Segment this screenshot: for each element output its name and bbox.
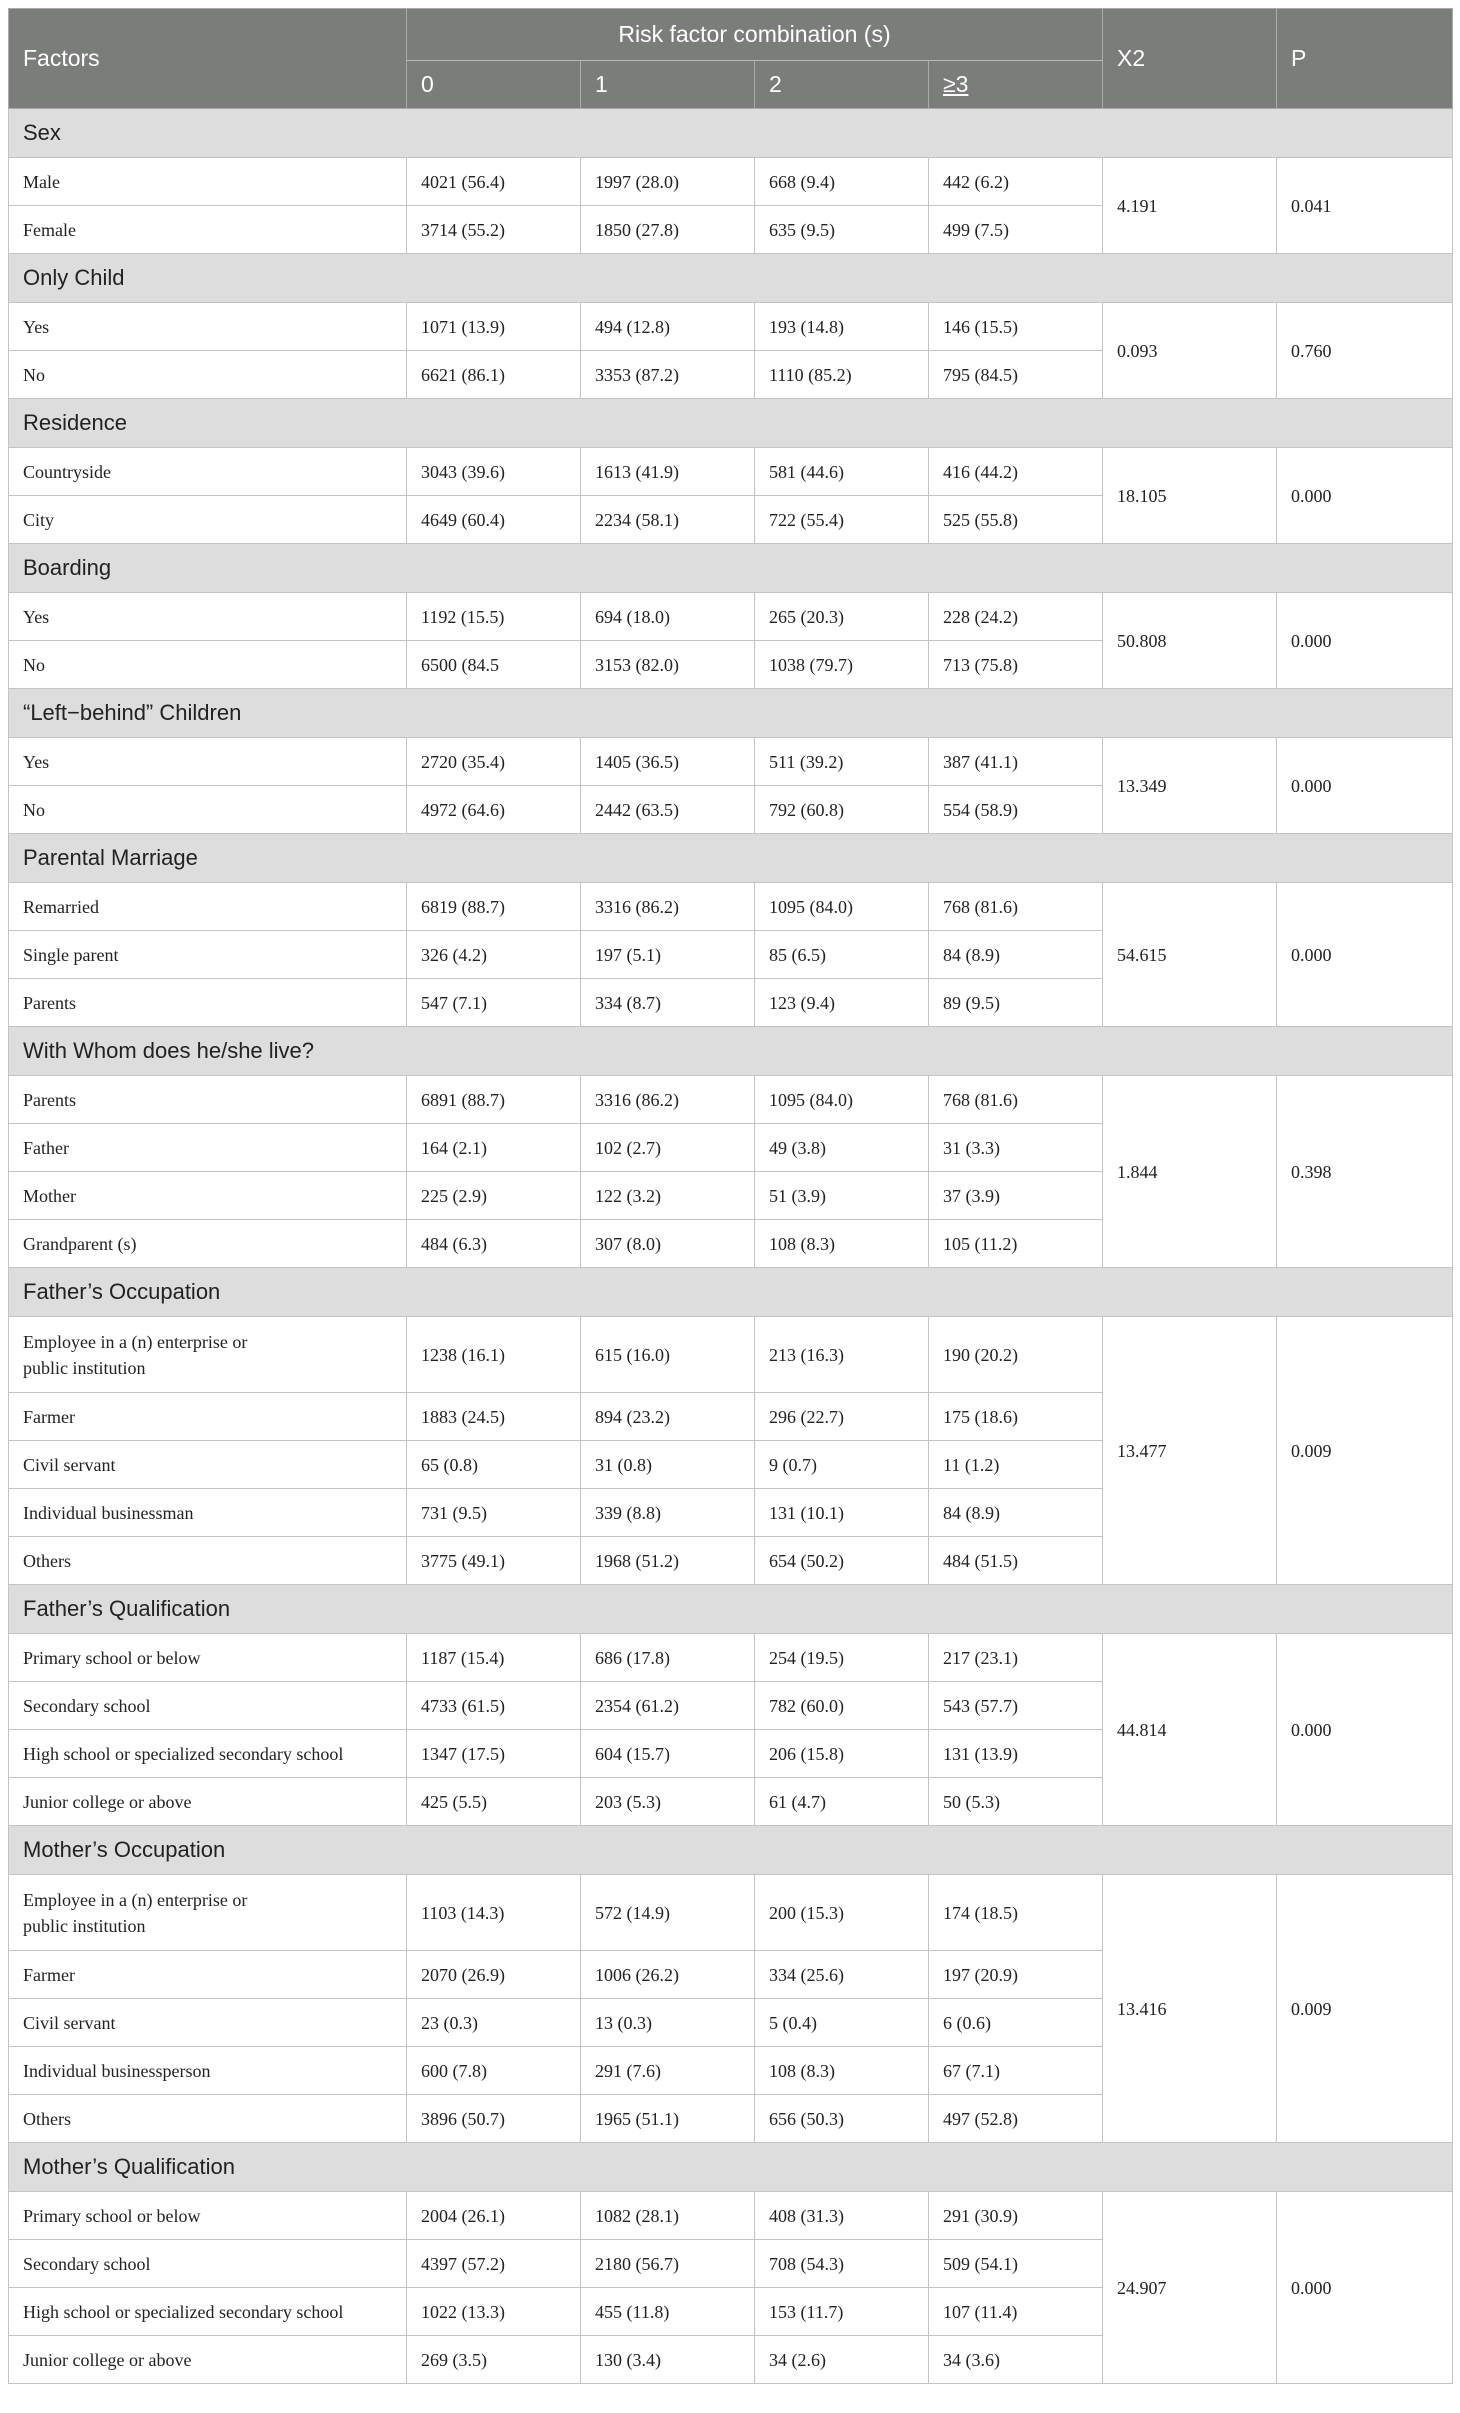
row-label-text: Yes [23, 606, 50, 627]
value-cell-3: 228 (24.2) [929, 593, 1103, 641]
section-title: Father’s Occupation [9, 1268, 1453, 1317]
row-label [9, 2240, 407, 2288]
value-cell-3: 175 (18.6) [929, 1393, 1103, 1441]
value-cell-1: 122 (3.2) [581, 1172, 755, 1220]
row-label-text: Secondary school [23, 2253, 151, 2274]
value-cell-2: 265 (20.3) [755, 593, 929, 641]
value-cell-0: 3043 (39.6) [407, 448, 581, 496]
row-label [9, 303, 407, 351]
value-cell-3: 31 (3.3) [929, 1124, 1103, 1172]
value-cell-1: 31 (0.8) [581, 1441, 755, 1489]
row-label [9, 158, 407, 206]
value-cell-3: 768 (81.6) [929, 883, 1103, 931]
value-cell-3: 89 (9.5) [929, 979, 1103, 1027]
row-label-text: Civil servant [23, 1454, 116, 1475]
x2-value: 44.814 [1103, 1634, 1277, 1826]
value-cell-0: 6819 (88.7) [407, 883, 581, 931]
value-cell-0: 1347 (17.5) [407, 1730, 581, 1778]
value-cell-1: 13 (0.3) [581, 1999, 755, 2047]
value-cell-1: 3153 (82.0) [581, 641, 755, 689]
p-value: 0.000 [1277, 593, 1453, 689]
header-col-0: 0 [407, 61, 581, 109]
table-row [9, 738, 1453, 786]
table-row [9, 158, 1453, 206]
x2-value: 18.105 [1103, 448, 1277, 544]
value-cell-2: 200 (15.3) [755, 1875, 929, 1951]
row-label [9, 1999, 407, 2047]
row-label-text: Farmer [23, 1406, 75, 1427]
value-cell-0: 6500 (84.5 [407, 641, 581, 689]
section-title: Sex [9, 109, 1453, 158]
value-cell-2: 254 (19.5) [755, 1634, 929, 1682]
value-cell-1: 102 (2.7) [581, 1124, 755, 1172]
header-col-3plus: ≥3 [929, 61, 1103, 109]
value-cell-2: 782 (60.0) [755, 1682, 929, 1730]
p-value: 0.398 [1277, 1076, 1453, 1268]
value-cell-2: 1095 (84.0) [755, 883, 929, 931]
row-label [9, 883, 407, 931]
row-label-text: Single parent [23, 944, 119, 965]
value-cell-3: 131 (13.9) [929, 1730, 1103, 1778]
value-cell-0: 164 (2.1) [407, 1124, 581, 1172]
table-body [9, 109, 1453, 2384]
value-cell-2: 722 (55.4) [755, 496, 929, 544]
value-cell-2: 9 (0.7) [755, 1441, 929, 1489]
value-cell-1: 2354 (61.2) [581, 1682, 755, 1730]
row-label [9, 979, 407, 1027]
section-title: Father’s Qualification [9, 1585, 1453, 1634]
row-label-text-line2: public institution [23, 1357, 146, 1378]
value-cell-2: 408 (31.3) [755, 2192, 929, 2240]
row-label-text: Yes [23, 751, 50, 772]
value-cell-2: 61 (4.7) [755, 1778, 929, 1826]
row-label [9, 738, 407, 786]
value-cell-3: 543 (57.7) [929, 1682, 1103, 1730]
value-cell-1: 3316 (86.2) [581, 1076, 755, 1124]
p-value: 0.000 [1277, 448, 1453, 544]
row-label [9, 1730, 407, 1778]
section-row [9, 109, 1453, 158]
x2-value: 13.477 [1103, 1317, 1277, 1585]
p-value: 0.000 [1277, 2192, 1453, 2384]
row-label [9, 1076, 407, 1124]
row-label-text: Employee in a (n) enterprise or [23, 1889, 248, 1910]
row-label [9, 1682, 407, 1730]
value-cell-1: 2442 (63.5) [581, 786, 755, 834]
value-cell-2: 34 (2.6) [755, 2336, 929, 2384]
p-value: 0.041 [1277, 158, 1453, 254]
section-row [9, 689, 1453, 738]
table-row [9, 2192, 1453, 2240]
row-label-text: Individual businessperson [23, 2060, 211, 2081]
value-cell-0: 23 (0.3) [407, 1999, 581, 2047]
value-cell-2: 213 (16.3) [755, 1317, 929, 1393]
value-cell-3: 197 (20.9) [929, 1951, 1103, 1999]
value-cell-1: 615 (16.0) [581, 1317, 755, 1393]
row-label-text: Employee in a (n) enterprise or [23, 1331, 248, 1352]
value-cell-0: 4972 (64.6) [407, 786, 581, 834]
value-cell-3: 554 (58.9) [929, 786, 1103, 834]
value-cell-0: 3896 (50.7) [407, 2095, 581, 2143]
row-label-text: High school or specialized secondary school [23, 1743, 344, 1764]
value-cell-0: 1022 (13.3) [407, 2288, 581, 2336]
value-cell-3: 37 (3.9) [929, 1172, 1103, 1220]
value-cell-2: 654 (50.2) [755, 1537, 929, 1585]
row-label-text: Individual businessman [23, 1502, 194, 1523]
value-cell-0: 6891 (88.7) [407, 1076, 581, 1124]
header-col-1: 1 [581, 61, 755, 109]
x2-value: 0.093 [1103, 303, 1277, 399]
row-label-text: Primary school or below [23, 2205, 201, 2226]
header-factors: Factors [9, 9, 407, 109]
row-label [9, 1220, 407, 1268]
row-label [9, 351, 407, 399]
section-title: Parental Marriage [9, 834, 1453, 883]
value-cell-1: 130 (3.4) [581, 2336, 755, 2384]
header-x2: X2 [1103, 9, 1277, 109]
value-cell-1: 604 (15.7) [581, 1730, 755, 1778]
section-row [9, 1826, 1453, 1875]
p-value: 0.760 [1277, 303, 1453, 399]
value-cell-0: 4397 (57.2) [407, 2240, 581, 2288]
value-cell-0: 3714 (55.2) [407, 206, 581, 254]
p-value: 0.009 [1277, 1875, 1453, 2143]
value-cell-1: 3353 (87.2) [581, 351, 755, 399]
section-row [9, 2143, 1453, 2192]
value-cell-2: 656 (50.3) [755, 2095, 929, 2143]
row-label-text: Secondary school [23, 1695, 151, 1716]
x2-value: 24.907 [1103, 2192, 1277, 2384]
value-cell-0: 326 (4.2) [407, 931, 581, 979]
p-value: 0.000 [1277, 738, 1453, 834]
row-label [9, 1537, 407, 1585]
row-label [9, 593, 407, 641]
section-title: Only Child [9, 254, 1453, 303]
value-cell-2: 49 (3.8) [755, 1124, 929, 1172]
row-label-text: High school or specialized secondary school [23, 2301, 344, 2322]
row-label-text: Remarried [23, 896, 99, 917]
table-row [9, 1875, 1453, 1951]
value-cell-2: 635 (9.5) [755, 206, 929, 254]
value-cell-0: 600 (7.8) [407, 2047, 581, 2095]
value-cell-0: 6621 (86.1) [407, 351, 581, 399]
value-cell-1: 2180 (56.7) [581, 2240, 755, 2288]
value-cell-2: 5 (0.4) [755, 1999, 929, 2047]
value-cell-3: 484 (51.5) [929, 1537, 1103, 1585]
row-label-text: Countryside [23, 461, 111, 482]
row-label-text-line2: public institution [23, 1915, 146, 1936]
header-col-2: 2 [755, 61, 929, 109]
x2-value: 54.615 [1103, 883, 1277, 1027]
p-value: 0.000 [1277, 1634, 1453, 1826]
row-label-text: No [23, 799, 45, 820]
value-cell-0: 2004 (26.1) [407, 2192, 581, 2240]
row-label-text: Farmer [23, 1964, 75, 1985]
section-title: “Left−behind” Children [9, 689, 1453, 738]
value-cell-0: 1883 (24.5) [407, 1393, 581, 1441]
x2-value: 13.349 [1103, 738, 1277, 834]
value-cell-3: 768 (81.6) [929, 1076, 1103, 1124]
row-label-text: Female [23, 219, 76, 240]
table-row [9, 593, 1453, 641]
row-label-text: Male [23, 171, 60, 192]
row-label-text: Parents [23, 992, 76, 1013]
row-label-text: Junior college or above [23, 1791, 192, 1812]
value-cell-3: 416 (44.2) [929, 448, 1103, 496]
risk-factor-table [8, 8, 1453, 2384]
row-label-text: Junior college or above [23, 2349, 192, 2370]
value-cell-0: 4021 (56.4) [407, 158, 581, 206]
row-label [9, 641, 407, 689]
value-cell-3: 11 (1.2) [929, 1441, 1103, 1489]
value-cell-1: 494 (12.8) [581, 303, 755, 351]
row-label-text: City [23, 509, 55, 530]
value-cell-0: 1187 (15.4) [407, 1634, 581, 1682]
table-row [9, 1076, 1453, 1124]
value-cell-2: 296 (22.7) [755, 1393, 929, 1441]
value-cell-3: 442 (6.2) [929, 158, 1103, 206]
value-cell-1: 334 (8.7) [581, 979, 755, 1027]
value-cell-3: 387 (41.1) [929, 738, 1103, 786]
section-title: Residence [9, 399, 1453, 448]
value-cell-1: 1613 (41.9) [581, 448, 755, 496]
value-cell-0: 225 (2.9) [407, 1172, 581, 1220]
value-cell-3: 217 (23.1) [929, 1634, 1103, 1682]
table-row [9, 448, 1453, 496]
value-cell-2: 668 (9.4) [755, 158, 929, 206]
value-cell-1: 197 (5.1) [581, 931, 755, 979]
row-label [9, 1951, 407, 1999]
value-cell-3: 499 (7.5) [929, 206, 1103, 254]
row-label-text: No [23, 364, 45, 385]
x2-value: 1.844 [1103, 1076, 1277, 1268]
row-label-text: Grandparent (s) [23, 1233, 137, 1254]
value-cell-0: 3775 (49.1) [407, 1537, 581, 1585]
row-label [9, 931, 407, 979]
value-cell-3: 509 (54.1) [929, 2240, 1103, 2288]
value-cell-1: 1082 (28.1) [581, 2192, 755, 2240]
value-cell-3: 146 (15.5) [929, 303, 1103, 351]
value-cell-2: 334 (25.6) [755, 1951, 929, 1999]
section-row [9, 1585, 1453, 1634]
table-header [9, 9, 1453, 109]
section-row [9, 399, 1453, 448]
value-cell-0: 1071 (13.9) [407, 303, 581, 351]
section-title: Boarding [9, 544, 1453, 593]
row-label [9, 1489, 407, 1537]
value-cell-3: 107 (11.4) [929, 2288, 1103, 2336]
value-cell-2: 51 (3.9) [755, 1172, 929, 1220]
value-cell-1: 686 (17.8) [581, 1634, 755, 1682]
value-cell-0: 731 (9.5) [407, 1489, 581, 1537]
value-cell-2: 193 (14.8) [755, 303, 929, 351]
section-row [9, 544, 1453, 593]
row-label-text: No [23, 654, 45, 675]
row-label [9, 206, 407, 254]
header-risk-group: Risk factor combination (s) [407, 9, 1103, 61]
value-cell-2: 1110 (85.2) [755, 351, 929, 399]
value-cell-1: 339 (8.8) [581, 1489, 755, 1537]
row-label [9, 1124, 407, 1172]
p-value: 0.009 [1277, 1317, 1453, 1585]
x2-value: 13.416 [1103, 1875, 1277, 2143]
row-label-text: Civil servant [23, 2012, 116, 2033]
value-cell-2: 1038 (79.7) [755, 641, 929, 689]
value-cell-2: 85 (6.5) [755, 931, 929, 979]
header-p: P [1277, 9, 1453, 109]
row-label [9, 786, 407, 834]
row-label [9, 2192, 407, 2240]
row-label-text: Primary school or below [23, 1647, 201, 1668]
row-label [9, 2288, 407, 2336]
value-cell-1: 291 (7.6) [581, 2047, 755, 2095]
row-label [9, 1875, 407, 1951]
value-cell-3: 50 (5.3) [929, 1778, 1103, 1826]
value-cell-1: 1850 (27.8) [581, 206, 755, 254]
value-cell-3: 174 (18.5) [929, 1875, 1103, 1951]
value-cell-0: 65 (0.8) [407, 1441, 581, 1489]
row-label [9, 2047, 407, 2095]
value-cell-1: 3316 (86.2) [581, 883, 755, 931]
value-cell-2: 153 (11.7) [755, 2288, 929, 2336]
value-cell-2: 708 (54.3) [755, 2240, 929, 2288]
value-cell-2: 206 (15.8) [755, 1730, 929, 1778]
value-cell-2: 108 (8.3) [755, 1220, 929, 1268]
value-cell-0: 547 (7.1) [407, 979, 581, 1027]
value-cell-3: 84 (8.9) [929, 931, 1103, 979]
x2-value: 4.191 [1103, 158, 1277, 254]
value-cell-1: 1965 (51.1) [581, 2095, 755, 2143]
value-cell-0: 425 (5.5) [407, 1778, 581, 1826]
value-cell-0: 1103 (14.3) [407, 1875, 581, 1951]
section-title: Mother’s Occupation [9, 1826, 1453, 1875]
row-label-text: Others [23, 1550, 71, 1571]
row-label [9, 1172, 407, 1220]
row-label-text: Mother [23, 1185, 76, 1206]
value-cell-1: 894 (23.2) [581, 1393, 755, 1441]
value-cell-1: 2234 (58.1) [581, 496, 755, 544]
value-cell-2: 123 (9.4) [755, 979, 929, 1027]
section-row [9, 834, 1453, 883]
row-label [9, 448, 407, 496]
row-label-text: Parents [23, 1089, 76, 1110]
row-label [9, 2095, 407, 2143]
value-cell-2: 131 (10.1) [755, 1489, 929, 1537]
value-cell-3: 34 (3.6) [929, 2336, 1103, 2384]
row-label [9, 1634, 407, 1682]
value-cell-3: 105 (11.2) [929, 1220, 1103, 1268]
value-cell-3: 497 (52.8) [929, 2095, 1103, 2143]
value-cell-0: 4733 (61.5) [407, 1682, 581, 1730]
value-cell-1: 1997 (28.0) [581, 158, 755, 206]
table-row [9, 883, 1453, 931]
p-value: 0.000 [1277, 883, 1453, 1027]
value-cell-3: 525 (55.8) [929, 496, 1103, 544]
value-cell-3: 190 (20.2) [929, 1317, 1103, 1393]
section-row [9, 1268, 1453, 1317]
value-cell-3: 291 (30.9) [929, 2192, 1103, 2240]
section-title: Mother’s Qualification [9, 2143, 1453, 2192]
value-cell-0: 484 (6.3) [407, 1220, 581, 1268]
value-cell-3: 713 (75.8) [929, 641, 1103, 689]
value-cell-2: 792 (60.8) [755, 786, 929, 834]
row-label [9, 1778, 407, 1826]
value-cell-3: 67 (7.1) [929, 2047, 1103, 2095]
value-cell-3: 84 (8.9) [929, 1489, 1103, 1537]
value-cell-2: 511 (39.2) [755, 738, 929, 786]
row-label [9, 2336, 407, 2384]
row-label [9, 1441, 407, 1489]
row-label [9, 1393, 407, 1441]
row-label [9, 1317, 407, 1393]
value-cell-1: 203 (5.3) [581, 1778, 755, 1826]
value-cell-0: 269 (3.5) [407, 2336, 581, 2384]
x2-value: 50.808 [1103, 593, 1277, 689]
value-cell-3: 6 (0.6) [929, 1999, 1103, 2047]
table-row [9, 303, 1453, 351]
value-cell-1: 1006 (26.2) [581, 1951, 755, 1999]
section-row [9, 1027, 1453, 1076]
row-label-text: Father [23, 1137, 69, 1158]
value-cell-0: 2720 (35.4) [407, 738, 581, 786]
value-cell-1: 694 (18.0) [581, 593, 755, 641]
value-cell-0: 4649 (60.4) [407, 496, 581, 544]
value-cell-0: 1238 (16.1) [407, 1317, 581, 1393]
value-cell-2: 581 (44.6) [755, 448, 929, 496]
value-cell-1: 455 (11.8) [581, 2288, 755, 2336]
row-label [9, 496, 407, 544]
value-cell-2: 108 (8.3) [755, 2047, 929, 2095]
row-label-text: Others [23, 2108, 71, 2129]
table-row [9, 1634, 1453, 1682]
value-cell-3: 795 (84.5) [929, 351, 1103, 399]
value-cell-1: 1405 (36.5) [581, 738, 755, 786]
row-label-text: Yes [23, 316, 50, 337]
value-cell-2: 1095 (84.0) [755, 1076, 929, 1124]
section-row [9, 254, 1453, 303]
table-row [9, 1317, 1453, 1393]
section-title: With Whom does he/she live? [9, 1027, 1453, 1076]
value-cell-1: 572 (14.9) [581, 1875, 755, 1951]
value-cell-1: 307 (8.0) [581, 1220, 755, 1268]
value-cell-0: 2070 (26.9) [407, 1951, 581, 1999]
value-cell-0: 1192 (15.5) [407, 593, 581, 641]
value-cell-1: 1968 (51.2) [581, 1537, 755, 1585]
